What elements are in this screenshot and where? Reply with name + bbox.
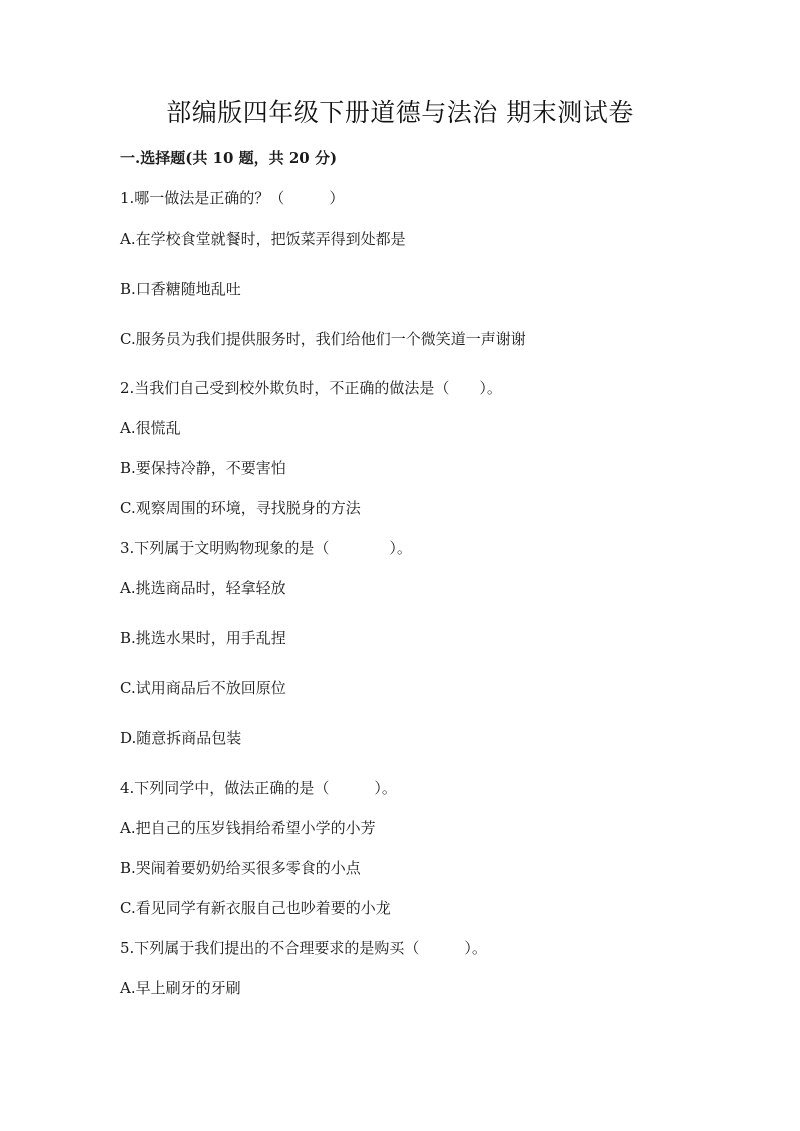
- question-2-option-c: C.观察周围的环境，寻找脱身的方法: [120, 499, 361, 517]
- question-3-option-a: A.挑选商品时，轻拿轻放: [120, 579, 286, 597]
- question-2-option-a: A.很慌乱: [120, 419, 181, 437]
- question-2-option-b: B.要保持冷静，不要害怕: [120, 459, 286, 477]
- question-4-stem: 4.下列同学中，做法正确的是（ ）。: [120, 779, 397, 797]
- question-1-option-b: B.口香糖随地乱吐: [120, 280, 241, 298]
- question-4-option-a: A.把自己的压岁钱捐给希望小学的小芳: [120, 819, 376, 837]
- question-3-option-b: B.挑选水果时，用手乱捏: [120, 629, 286, 647]
- question-1-stem: 1.哪一做法是正确的？（ ）: [120, 189, 345, 207]
- question-1-option-c: C.服务员为我们提供服务时，我们给他们一个微笑道一声谢谢: [120, 330, 526, 348]
- question-3-option-c: C.试用商品后不放回原位: [120, 679, 286, 697]
- question-4-option-c: C.看见同学有新衣服自己也吵着要的小龙: [120, 899, 391, 917]
- page-title: 部编版四年级下册道德与法治 期末测试卷: [166, 98, 634, 127]
- question-5-stem: 5.下列属于我们提出的不合理要求的是购买（ ）。: [120, 939, 487, 957]
- section-heading: 一.选择题(共 10 题，共 20 分): [120, 149, 338, 167]
- question-3-option-d: D.随意拆商品包装: [120, 729, 242, 747]
- question-2-stem: 2.当我们自己受到校外欺负时，不正确的做法是（ ）。: [120, 379, 502, 397]
- question-4-option-b: B.哭闹着要奶奶给买很多零食的小点: [120, 859, 361, 877]
- question-5-option-a: A.早上刷牙的牙刷: [120, 979, 241, 997]
- question-1-option-a: A.在学校食堂就餐时，把饭菜弄得到处都是: [120, 230, 406, 248]
- question-3-stem: 3.下列属于文明购物现象的是（ ）。: [120, 539, 412, 557]
